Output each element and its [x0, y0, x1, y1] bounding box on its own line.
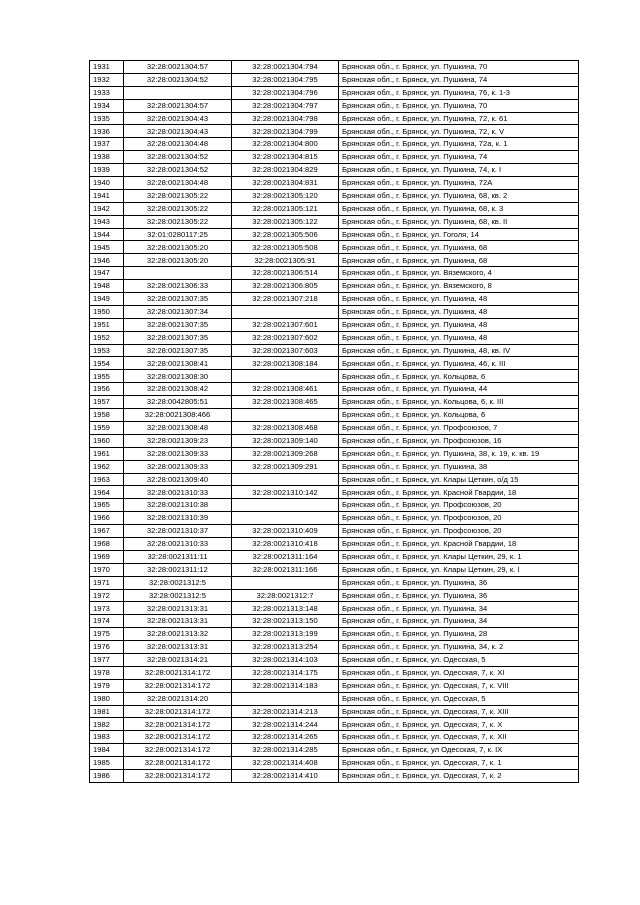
building-number-cell — [232, 370, 339, 383]
table-row — [90, 744, 579, 757]
row-number-cell: 1952 — [90, 331, 124, 344]
row-number-cell: 1978 — [90, 666, 124, 679]
building-number-cell: 32:28:0021305:506 — [232, 228, 339, 241]
row-number-cell: 1977 — [90, 653, 124, 666]
row-number-cell: 1959 — [90, 421, 124, 434]
row-number-cell: 1940 — [90, 177, 124, 190]
table-row — [90, 254, 579, 267]
row-number-cell: 1982 — [90, 718, 124, 731]
land-parcel-number-cell: 32:28:0021305:20 — [124, 241, 232, 254]
row-number-cell: 1956 — [90, 383, 124, 396]
land-parcel-number-cell: 32:28:0021304:43 — [124, 112, 232, 125]
address-cell: Брянская обл., г. Брянск, ул. Пушкина, 48 — [339, 331, 579, 344]
table-row — [90, 357, 579, 370]
land-parcel-number-cell — [124, 267, 232, 280]
row-number-cell: 1963 — [90, 473, 124, 486]
land-parcel-number-cell: 32:28:0021314:172 — [124, 718, 232, 731]
address-cell: Брянская обл., г. Брянск, ул. Одесская, 5 — [339, 692, 579, 705]
building-number-cell: 32:28:0021310:142 — [232, 486, 339, 499]
land-parcel-number-cell: 32:28:0021307:35 — [124, 344, 232, 357]
row-number-cell: 1964 — [90, 486, 124, 499]
land-parcel-number-cell: 32:28:0021309:40 — [124, 473, 232, 486]
building-number-cell: 32:28:0021313:150 — [232, 615, 339, 628]
table-row — [90, 692, 579, 705]
building-number-cell: 32:28:0021314:410 — [232, 769, 339, 782]
land-parcel-number-cell: 32:28:0021314:172 — [124, 679, 232, 692]
land-parcel-number-cell: 32:28:0021311:12 — [124, 563, 232, 576]
row-number-cell: 1948 — [90, 280, 124, 293]
table-row — [90, 125, 579, 138]
land-parcel-number-cell: 32:28:0021309:33 — [124, 460, 232, 473]
land-parcel-number-cell: 32:28:0021308:30 — [124, 370, 232, 383]
row-number-cell: 1957 — [90, 396, 124, 409]
land-parcel-number-cell: 32:28:0021309:23 — [124, 434, 232, 447]
table-row — [90, 550, 579, 563]
building-number-cell — [232, 576, 339, 589]
address-cell: Брянская обл., г. Брянск, ул. Пушкина, 28 — [339, 628, 579, 641]
building-number-cell: 32:28:0021312:7 — [232, 589, 339, 602]
address-cell: Брянская обл., г. Брянск, ул. Пушкина, 76, к. 1-3 — [339, 86, 579, 99]
row-number-cell: 1967 — [90, 525, 124, 538]
table-row — [90, 563, 579, 576]
table-row — [90, 318, 579, 331]
land-parcel-number-cell: 32:28:0021310:38 — [124, 499, 232, 512]
row-number-cell: 1986 — [90, 769, 124, 782]
land-parcel-number-cell: 32:28:0021314:172 — [124, 757, 232, 770]
land-parcel-number-cell: 32:28:0021314:172 — [124, 731, 232, 744]
address-cell: Брянская обл., г. Брянск, ул. Клары Цеткин, о/д 15 — [339, 473, 579, 486]
land-parcel-number-cell: 32:28:0021314:21 — [124, 653, 232, 666]
land-parcel-number-cell: 32:28:0021310:33 — [124, 537, 232, 550]
land-parcel-number-cell: 32:28:0021310:33 — [124, 486, 232, 499]
land-parcel-number-cell: 32:28:0021304:48 — [124, 138, 232, 151]
land-parcel-number-cell: 32:28:0021304:43 — [124, 125, 232, 138]
building-number-cell: 32:28:0021309:140 — [232, 434, 339, 447]
row-number-cell: 1937 — [90, 138, 124, 151]
land-parcel-number-cell: 32:28:0021307:35 — [124, 293, 232, 306]
building-number-cell: 32:28:0021305:91 — [232, 254, 339, 267]
land-parcel-number-cell: 32:28:0021308:41 — [124, 357, 232, 370]
address-cell: Брянская обл., г. Брянск, ул. Пушкина, 36 — [339, 589, 579, 602]
row-number-cell: 1973 — [90, 602, 124, 615]
row-number-cell: 1974 — [90, 615, 124, 628]
land-parcel-number-cell: 32:28:0021307:35 — [124, 318, 232, 331]
row-number-cell: 1985 — [90, 757, 124, 770]
row-number-cell: 1961 — [90, 447, 124, 460]
row-number-cell: 1933 — [90, 86, 124, 99]
address-cell: Брянская обл., г. Брянск, ул. Вяземского, 8 — [339, 280, 579, 293]
building-number-cell: 32:28:0021307:603 — [232, 344, 339, 357]
table-row — [90, 525, 579, 538]
building-number-cell: 32:28:0021304:795 — [232, 73, 339, 86]
building-number-cell: 32:28:0021309:291 — [232, 460, 339, 473]
table-row — [90, 305, 579, 318]
table-row — [90, 757, 579, 770]
land-parcel-number-cell: 32:28:0021314:172 — [124, 769, 232, 782]
table-row — [90, 383, 579, 396]
building-number-cell: 32:28:0021304:799 — [232, 125, 339, 138]
address-cell: Брянская обл., г. Брянск, ул. Пушкина, 70 — [339, 61, 579, 74]
table-row — [90, 679, 579, 692]
row-number-cell: 1951 — [90, 318, 124, 331]
table-row — [90, 331, 579, 344]
building-number-cell: 32:28:0021304:797 — [232, 99, 339, 112]
row-number-cell: 1970 — [90, 563, 124, 576]
building-number-cell: 32:28:0021305:121 — [232, 202, 339, 215]
row-number-cell: 1946 — [90, 254, 124, 267]
address-cell: Брянская обл., г. Брянск, ул. Профсоюзов, 20 — [339, 525, 579, 538]
row-number-cell: 1983 — [90, 731, 124, 744]
row-number-cell: 1935 — [90, 112, 124, 125]
registry-table-body — [90, 61, 579, 783]
address-cell: Брянская обл., г. Брянск, ул. Пушкина, 44 — [339, 383, 579, 396]
table-row — [90, 641, 579, 654]
land-parcel-number-cell: 32:28:0021307:34 — [124, 305, 232, 318]
building-number-cell: 32:28:0021314:175 — [232, 666, 339, 679]
address-cell: Брянская обл., г. Брянск, ул. Пушкина, 46, к. III — [339, 357, 579, 370]
building-number-cell: 32:28:0021314:103 — [232, 653, 339, 666]
land-parcel-number-cell: 32:28:0021308:466 — [124, 409, 232, 422]
land-parcel-number-cell: 32:28:0021314:172 — [124, 705, 232, 718]
address-cell: Брянская обл., г. Брянск, ул. Одесская, 7, к. 1 — [339, 757, 579, 770]
row-number-cell: 1976 — [90, 641, 124, 654]
building-number-cell: 32:28:0021305:122 — [232, 215, 339, 228]
address-cell: Брянская обл., г. Брянск, ул. Пушкина, 72, к. 61 — [339, 112, 579, 125]
land-parcel-number-cell: 32:28:0021311:11 — [124, 550, 232, 563]
address-cell: Брянская обл., г. Брянск, ул. Одесская, 7, к. XIII — [339, 705, 579, 718]
building-number-cell: 32:28:0021308:465 — [232, 396, 339, 409]
address-cell: Брянская обл., г. Брянск, ул. Пушкина, 68, кв. II — [339, 215, 579, 228]
address-cell: Брянская обл., г. Брянск, ул. Пушкина, 72А — [339, 177, 579, 190]
address-cell: Брянская обл., г. Брянск, ул. Одесская, 7, к. 2 — [339, 769, 579, 782]
building-number-cell: 32:28:0021308:468 — [232, 421, 339, 434]
address-cell: Брянская обл., г. Брянск, ул. Пушкина, 48 — [339, 293, 579, 306]
land-parcel-number-cell: 32:28:0021305:22 — [124, 202, 232, 215]
address-cell: Брянская обл., г. Брянск, ул. Кольцова, 6 — [339, 409, 579, 422]
address-cell: Брянская обл., г. Брянск, ул. Клары Цеткин, 29, к. 1 — [339, 550, 579, 563]
land-parcel-number-cell: 32:28:0021313:31 — [124, 615, 232, 628]
building-number-cell: 32:28:0021313:199 — [232, 628, 339, 641]
table-row — [90, 460, 579, 473]
address-cell: Брянская обл., г. Брянск, ул. Пушкина, 68, к. 3 — [339, 202, 579, 215]
building-number-cell — [232, 499, 339, 512]
building-number-cell: 32:28:0021309:268 — [232, 447, 339, 460]
row-number-cell: 1950 — [90, 305, 124, 318]
address-cell: Брянская обл., г. Брянск, ул. Пушкина, 70 — [339, 99, 579, 112]
table-row — [90, 769, 579, 782]
table-row — [90, 628, 579, 641]
row-number-cell: 1980 — [90, 692, 124, 705]
table-row — [90, 589, 579, 602]
building-number-cell: 32:28:0021304:798 — [232, 112, 339, 125]
land-parcel-number-cell — [124, 86, 232, 99]
row-number-cell: 1942 — [90, 202, 124, 215]
table-row — [90, 164, 579, 177]
land-parcel-number-cell: 32:28:0021308:48 — [124, 421, 232, 434]
row-number-cell: 1981 — [90, 705, 124, 718]
row-number-cell: 1944 — [90, 228, 124, 241]
land-parcel-number-cell: 32:28:0021304:52 — [124, 164, 232, 177]
address-cell: Брянская обл., г. Брянск, ул. Клары Цеткин, 29, к. I — [339, 563, 579, 576]
row-number-cell: 1979 — [90, 679, 124, 692]
address-cell: Брянская обл., г. Брянск, ул. Одесская, 7, к. X — [339, 718, 579, 731]
building-number-cell — [232, 473, 339, 486]
building-number-cell: 32:28:0021304:794 — [232, 61, 339, 74]
address-cell: Брянская обл., г. Брянск, ул. Пушкина, 68 — [339, 241, 579, 254]
building-number-cell: 32:28:0021310:409 — [232, 525, 339, 538]
land-parcel-number-cell: 32:28:0021313:31 — [124, 602, 232, 615]
address-cell: Брянская обл., г. Брянск, ул. Пушкина, 68, кв. 2 — [339, 189, 579, 202]
address-cell: Брянская обл., г. Брянск, ул. Профсоюзов, 20 — [339, 512, 579, 525]
building-number-cell: 32:28:0021314:244 — [232, 718, 339, 731]
address-cell: Брянская обл., г. Брянск, ул. Пушкина, 38 — [339, 460, 579, 473]
table-row — [90, 718, 579, 731]
land-parcel-number-cell: 32:28:0021310:39 — [124, 512, 232, 525]
land-parcel-number-cell: 32:28:0021304:52 — [124, 151, 232, 164]
building-number-cell: 32:28:0021305:508 — [232, 241, 339, 254]
row-number-cell: 1941 — [90, 189, 124, 202]
table-row — [90, 293, 579, 306]
row-number-cell: 1938 — [90, 151, 124, 164]
table-row — [90, 421, 579, 434]
row-number-cell: 1966 — [90, 512, 124, 525]
address-cell: Брянская обл., г. Брянск, ул. Кольцова, 6 — [339, 370, 579, 383]
building-number-cell: 32:28:0021314:265 — [232, 731, 339, 744]
address-cell: Брянская обл., г. Брянск, ул. Пушкина, 74, к. I — [339, 164, 579, 177]
address-cell: Брянская обл., г. Брянск, ул. Пушкина, 34, к. 2 — [339, 641, 579, 654]
address-cell: Брянская обл., г. Брянск, ул. Пушкина, 34 — [339, 602, 579, 615]
table-row — [90, 576, 579, 589]
address-cell: Брянская обл., г. Брянск, ул. Профсоюзов, 7 — [339, 421, 579, 434]
row-number-cell: 1984 — [90, 744, 124, 757]
table-row — [90, 396, 579, 409]
address-cell: Брянская обл., г. Брянск, ул. Пушкина, 48, кв. IV — [339, 344, 579, 357]
table-row — [90, 499, 579, 512]
building-number-cell: 32:28:0021305:120 — [232, 189, 339, 202]
row-number-cell: 1936 — [90, 125, 124, 138]
table-row — [90, 280, 579, 293]
building-number-cell — [232, 512, 339, 525]
land-parcel-number-cell: 32:28:0021308:42 — [124, 383, 232, 396]
table-row — [90, 61, 579, 74]
building-number-cell: 32:28:0021306:514 — [232, 267, 339, 280]
building-number-cell: 32:28:0021304:829 — [232, 164, 339, 177]
row-number-cell: 1971 — [90, 576, 124, 589]
row-number-cell: 1968 — [90, 537, 124, 550]
address-cell: Брянская обл., г. Брянск, ул. Пушкина, 48 — [339, 305, 579, 318]
building-number-cell: 32:28:0021314:285 — [232, 744, 339, 757]
building-number-cell: 32:28:0021310:418 — [232, 537, 339, 550]
row-number-cell: 1965 — [90, 499, 124, 512]
row-number-cell: 1972 — [90, 589, 124, 602]
building-number-cell: 32:28:0021308:461 — [232, 383, 339, 396]
row-number-cell: 1931 — [90, 61, 124, 74]
building-number-cell: 32:28:0021308:184 — [232, 357, 339, 370]
row-number-cell: 1975 — [90, 628, 124, 641]
row-number-cell: 1955 — [90, 370, 124, 383]
table-row — [90, 370, 579, 383]
row-number-cell: 1945 — [90, 241, 124, 254]
table-row — [90, 151, 579, 164]
table-row — [90, 73, 579, 86]
table-row — [90, 215, 579, 228]
address-cell: Брянская обл., г. Брянск, ул. Пушкина, 72а, к. 1 — [339, 138, 579, 151]
table-row — [90, 344, 579, 357]
table-row — [90, 189, 579, 202]
building-number-cell — [232, 692, 339, 705]
address-cell: Брянская обл., г. Брянск, ул. Пушкина, 48 — [339, 318, 579, 331]
address-cell: Брянская обл., г. Брянск, ул. Одесская, 5 — [339, 653, 579, 666]
table-row — [90, 705, 579, 718]
land-parcel-number-cell: 32:28:0021305:22 — [124, 189, 232, 202]
row-number-cell: 1949 — [90, 293, 124, 306]
land-parcel-number-cell: 32:28:0021304:57 — [124, 61, 232, 74]
address-cell: Брянская обл., г. Брянск, ул. Кольцова, 6, к. III — [339, 396, 579, 409]
row-number-cell: 1962 — [90, 460, 124, 473]
row-number-cell: 1932 — [90, 73, 124, 86]
address-cell: Брянская обл., г. Брянск, ул. Гоголя, 14 — [339, 228, 579, 241]
address-cell: Брянская обл., г. Брянск, ул. Красной Гвардии, 18 — [339, 537, 579, 550]
land-parcel-number-cell: 32:28:0021314:20 — [124, 692, 232, 705]
land-parcel-number-cell: 32:28:0021304:48 — [124, 177, 232, 190]
table-row — [90, 666, 579, 679]
table-row — [90, 86, 579, 99]
row-number-cell: 1958 — [90, 409, 124, 422]
table-row — [90, 409, 579, 422]
address-cell: Брянская обл., г. Брянск, ул. Одесская, 7, к. XII — [339, 731, 579, 744]
table-row — [90, 228, 579, 241]
building-number-cell: 32:28:0021304:800 — [232, 138, 339, 151]
land-parcel-number-cell: 32:28:0021313:32 — [124, 628, 232, 641]
row-number-cell: 1947 — [90, 267, 124, 280]
table-row — [90, 138, 579, 151]
table-row — [90, 241, 579, 254]
building-number-cell: 32:28:0021306:805 — [232, 280, 339, 293]
address-cell: Брянская обл., г. Брянск, ул. Пушкина, 38, к. 19, к. кв. 19 — [339, 447, 579, 460]
land-parcel-number-cell: 32:28:0021307:35 — [124, 331, 232, 344]
row-number-cell: 1943 — [90, 215, 124, 228]
table-row — [90, 512, 579, 525]
address-cell: Брянская обл., г. Брянск, ул. Одесская, 7, к. XI — [339, 666, 579, 679]
building-number-cell: 32:28:0021313:148 — [232, 602, 339, 615]
address-cell: Брянская обл., г. Брянск, ул. Пушкина, 74 — [339, 151, 579, 164]
table-row — [90, 486, 579, 499]
land-parcel-number-cell: 32:28:0021310:37 — [124, 525, 232, 538]
building-number-cell: 32:28:0021307:601 — [232, 318, 339, 331]
address-cell: Брянская обл., г. Брянск, ул. Профсоюзов, 20 — [339, 499, 579, 512]
land-parcel-number-cell: 32:28:0021313:31 — [124, 641, 232, 654]
row-number-cell: 1960 — [90, 434, 124, 447]
table-row — [90, 615, 579, 628]
land-parcel-number-cell: 32:28:0021312:5 — [124, 589, 232, 602]
table-row — [90, 112, 579, 125]
address-cell: Брянская обл., г. Брянск, ул. Пушкина, 72, к. V — [339, 125, 579, 138]
land-parcel-number-cell: 32:28:0021305:22 — [124, 215, 232, 228]
table-row — [90, 537, 579, 550]
building-number-cell: 32:28:0021304:831 — [232, 177, 339, 190]
land-parcel-number-cell: 32:28:0042805:51 — [124, 396, 232, 409]
address-cell: Брянская обл., г. Брянск, ул. Пушкина, 68 — [339, 254, 579, 267]
table-row — [90, 602, 579, 615]
cadastral-registry-table — [89, 60, 579, 783]
address-cell: Брянская обл., г. Брянск, ул Одесская, 7, к. IX — [339, 744, 579, 757]
building-number-cell: 32:28:0021311:164 — [232, 550, 339, 563]
land-parcel-number-cell: 32:28:0021304:52 — [124, 73, 232, 86]
land-parcel-number-cell: 32:28:0021305:20 — [124, 254, 232, 267]
land-parcel-number-cell: 32:28:0021304:57 — [124, 99, 232, 112]
address-cell: Брянская обл., г. Брянск, ул. Пушкина, 74 — [339, 73, 579, 86]
land-parcel-number-cell: 32:28:0021314:172 — [124, 666, 232, 679]
building-number-cell: 32:28:0021311:166 — [232, 563, 339, 576]
address-cell: Брянская обл., г. Брянск, ул. Пушкина, 34 — [339, 615, 579, 628]
building-number-cell: 32:28:0021304:815 — [232, 151, 339, 164]
address-cell: Брянская обл., г. Брянск, ул. Красной Гвардии, 18 — [339, 486, 579, 499]
address-cell: Брянская обл., г. Брянск, ул. Пушкина, 36 — [339, 576, 579, 589]
building-number-cell: 32:28:0021307:218 — [232, 293, 339, 306]
building-number-cell: 32:28:0021307:602 — [232, 331, 339, 344]
row-number-cell: 1953 — [90, 344, 124, 357]
row-number-cell: 1954 — [90, 357, 124, 370]
building-number-cell — [232, 409, 339, 422]
land-parcel-number-cell: 32:28:0021314:172 — [124, 744, 232, 757]
table-row — [90, 473, 579, 486]
table-row — [90, 653, 579, 666]
land-parcel-number-cell: 32:28:0021309:33 — [124, 447, 232, 460]
table-row — [90, 202, 579, 215]
row-number-cell: 1969 — [90, 550, 124, 563]
table-row — [90, 731, 579, 744]
land-parcel-number-cell: 32:28:0021306:33 — [124, 280, 232, 293]
building-number-cell: 32:28:0021314:408 — [232, 757, 339, 770]
address-cell: Брянская обл., г. Брянск, ул. Вяземского, 4 — [339, 267, 579, 280]
building-number-cell: 32:28:0021314:213 — [232, 705, 339, 718]
table-row — [90, 99, 579, 112]
row-number-cell: 1934 — [90, 99, 124, 112]
building-number-cell: 32:28:0021314:183 — [232, 679, 339, 692]
address-cell: Брянская обл., г. Брянск, ул. Одесская, 7, к. VIII — [339, 679, 579, 692]
land-parcel-number-cell: 32:01:0280117:25 — [124, 228, 232, 241]
table-row — [90, 434, 579, 447]
row-number-cell: 1939 — [90, 164, 124, 177]
address-cell: Брянская обл., г. Брянск, ул. Профсоюзов, 16 — [339, 434, 579, 447]
table-row — [90, 177, 579, 190]
land-parcel-number-cell: 32:28:0021312:5 — [124, 576, 232, 589]
table-row — [90, 267, 579, 280]
building-number-cell: 32:28:0021313:254 — [232, 641, 339, 654]
building-number-cell: 32:28:0021304:796 — [232, 86, 339, 99]
table-row — [90, 447, 579, 460]
building-number-cell — [232, 305, 339, 318]
